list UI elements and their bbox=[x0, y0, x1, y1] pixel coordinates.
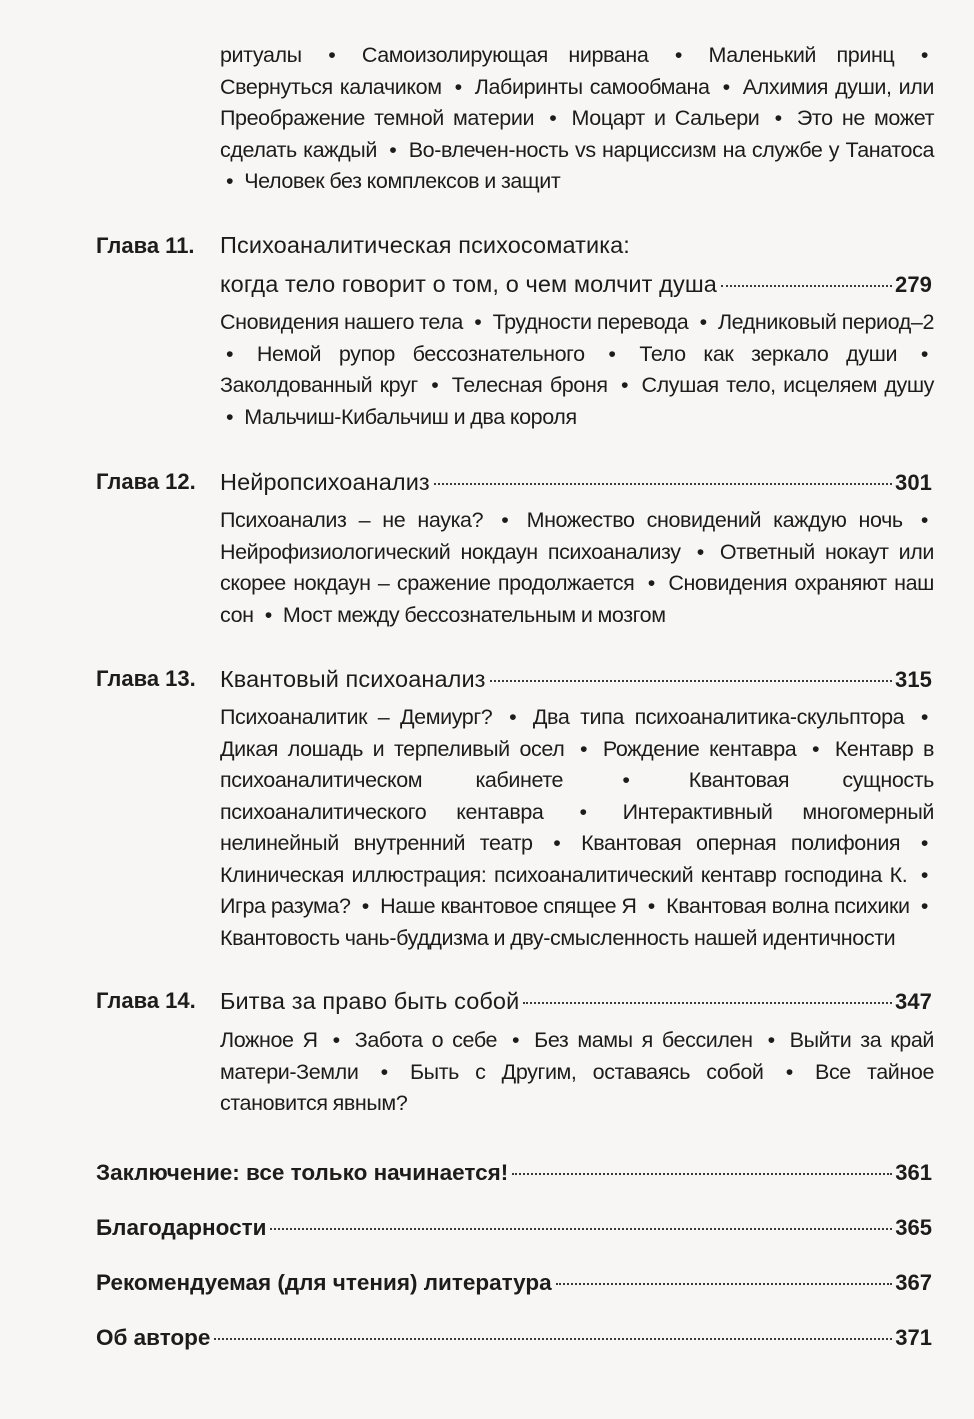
chapter-11-title-row[interactable] bbox=[220, 268, 932, 301]
topic-item: Рождение кентавра bbox=[602, 736, 797, 761]
bullet-separator: • bbox=[549, 106, 557, 130]
topic-item: Трудности перевода bbox=[492, 310, 689, 334]
topic-item: Множество сновидений каждую ночь bbox=[526, 508, 903, 532]
continued-topics bbox=[220, 40, 934, 198]
bullet-separator: • bbox=[620, 373, 629, 397]
topic-item: Квантовость чань-буддизма и дву-смысленность нашей идентичности bbox=[220, 925, 896, 950]
bullet-separator: • bbox=[389, 137, 397, 162]
chapter-14-topics bbox=[220, 1025, 934, 1120]
topic-item: Ледниковый период–2 bbox=[717, 310, 935, 334]
topic-item: Человек без комплексов и защит bbox=[244, 169, 561, 193]
topic-item: Забота о себе bbox=[354, 1028, 498, 1052]
chapter-13-title: Квантовый психоанализ bbox=[220, 666, 486, 692]
topic-item: Телесная броня bbox=[451, 373, 608, 397]
chapter-11-title-line1: Психоаналитическая психосоматика: bbox=[220, 232, 630, 258]
leader-dots bbox=[512, 1173, 892, 1175]
chapter-11-page: 279 bbox=[894, 272, 932, 297]
topic-item: Интерактивный многомерный нелинейный внутренний театр bbox=[220, 799, 934, 855]
bullet-separator: • bbox=[812, 736, 820, 761]
topic-item: Квантовая сущность психоаналитического кентавра bbox=[220, 768, 934, 824]
topic-item: Мальчиш-Кибальчиш и два короля bbox=[244, 404, 577, 429]
topic-item: Психоанализ – не наука? bbox=[220, 508, 484, 532]
topic-item: Лабиринты самообмана bbox=[474, 74, 710, 99]
topic-item: Квантовая оперная полифония bbox=[581, 831, 901, 855]
bullet-separator: • bbox=[622, 768, 630, 792]
topic-item: Самоизолирующая нирвана bbox=[361, 43, 649, 67]
leader-dots bbox=[490, 680, 892, 682]
topic-item: Клиническая иллюстрация: психоаналитический кентавр господина К. bbox=[220, 862, 908, 887]
chapter-13-page: 315 bbox=[894, 667, 932, 692]
chapter-12-title-row[interactable] bbox=[220, 466, 932, 499]
topic-item: Во-влечен-ность vs нарциссизм на службе у Танатоса bbox=[408, 137, 934, 162]
bullet-separator: • bbox=[608, 341, 616, 366]
topic-item: Без мамы я бессилен bbox=[534, 1028, 753, 1052]
topic-item: Немой рупор бессознательного bbox=[256, 341, 585, 366]
bullet-separator: • bbox=[920, 43, 928, 67]
topic-item: Слушая тело, исцеляем душу bbox=[641, 373, 935, 397]
bullet-separator: • bbox=[920, 862, 929, 887]
chapter-14-page: 347 bbox=[894, 989, 932, 1014]
chapter-11-title-line2: когда тело говорит о том, о чем молчит душа bbox=[220, 271, 717, 297]
chapter-13-title-row[interactable] bbox=[220, 663, 932, 696]
bullet-separator: • bbox=[332, 1028, 340, 1052]
bullet-separator: • bbox=[579, 799, 587, 824]
bullet-separator: • bbox=[920, 508, 928, 532]
acknowledgements-title: Благодарности bbox=[96, 1215, 267, 1240]
topic-item: Ответный нокаут или скорее нокдаун – сражение продолжается bbox=[220, 539, 935, 595]
topic-item: Это не может сделать каждый bbox=[220, 106, 935, 162]
topic-item: Мост между бессознательным и мозгом bbox=[282, 602, 666, 627]
toc-entry-literature[interactable] bbox=[96, 1267, 932, 1299]
topic-item: Ложное Я bbox=[220, 1028, 318, 1052]
bullet-separator: • bbox=[264, 602, 272, 627]
topic-item: Заколдованный круг bbox=[220, 373, 418, 397]
bullet-separator: • bbox=[474, 310, 482, 334]
bullet-separator: • bbox=[647, 571, 655, 595]
about-author-page: 371 bbox=[895, 1325, 932, 1350]
toc-entry-acknowledgements[interactable] bbox=[96, 1212, 932, 1244]
conclusion-title: Заключение: все только начинается! bbox=[96, 1160, 509, 1185]
bullet-separator: • bbox=[674, 43, 683, 67]
chapter-12-page: 301 bbox=[894, 470, 932, 495]
leader-dots bbox=[556, 1283, 893, 1285]
chapter-13-topics bbox=[220, 702, 934, 954]
bullet-separator: • bbox=[431, 373, 439, 397]
chapter-12-label: Глава 12. bbox=[96, 469, 196, 494]
bullet-separator: • bbox=[328, 43, 336, 67]
toc-entry-about-author[interactable] bbox=[96, 1322, 932, 1354]
bullet-separator: • bbox=[647, 894, 655, 918]
chapter-13-label: Глава 13. bbox=[96, 666, 196, 691]
topic-item: Сновидения охраняют наш сон bbox=[220, 571, 935, 627]
topic-item: Моцарт и Сальери bbox=[571, 106, 760, 130]
chapter-11-topics bbox=[220, 307, 934, 433]
bullet-separator: • bbox=[454, 74, 462, 99]
leader-dots bbox=[270, 1228, 892, 1230]
toc-entry-conclusion[interactable] bbox=[96, 1157, 932, 1189]
bullet-separator: • bbox=[920, 341, 929, 366]
topic-item: Все тайное становится явным? bbox=[220, 1059, 935, 1115]
bullet-separator: • bbox=[553, 831, 561, 855]
bullet-separator: • bbox=[361, 894, 369, 918]
topic-item: Алхимия души, или Преображение темной материи bbox=[220, 74, 934, 130]
chapter-14-title-row[interactable] bbox=[220, 985, 932, 1018]
chapter-14-label: Глава 14. bbox=[96, 988, 196, 1013]
topic-item: Маленький принц bbox=[708, 43, 895, 67]
topic-item: Игра разума? bbox=[220, 894, 351, 918]
topic-item: Наше квантовое спящее Я bbox=[380, 894, 637, 918]
chapter-12-title: Нейропсихоанализ bbox=[220, 469, 430, 495]
topic-item: ритуалы bbox=[220, 43, 302, 67]
topic-item: Быть с Другим, оставаясь собой bbox=[409, 1059, 764, 1084]
bullet-separator: • bbox=[722, 74, 730, 99]
topic-item: Психоаналитик – Демиург? bbox=[220, 705, 493, 729]
leader-dots bbox=[214, 1338, 892, 1340]
leader-dots bbox=[434, 483, 892, 485]
bullet-separator: • bbox=[699, 310, 707, 334]
chapter-14-title: Битва за право быть собой bbox=[220, 988, 520, 1014]
bullet-separator: • bbox=[509, 705, 517, 729]
topic-item: Два типа психоаналитика-скульптора bbox=[532, 705, 905, 729]
chapter-11-label: Глава 11. bbox=[96, 233, 195, 258]
topic-item: Тело как зеркало души bbox=[639, 341, 898, 366]
bullet-separator: • bbox=[226, 341, 234, 366]
bullet-separator: • bbox=[501, 508, 509, 532]
topic-item: Кентавр в психоаналитическом кабинете bbox=[220, 736, 934, 792]
bullet-separator: • bbox=[920, 831, 928, 855]
bullet-separator: • bbox=[380, 1059, 388, 1084]
topic-item: Выйти за край матери-Земли bbox=[220, 1028, 934, 1084]
acknowledgements-page: 365 bbox=[895, 1215, 932, 1240]
bullet-separator: • bbox=[920, 894, 929, 918]
chapter-12-topics bbox=[220, 505, 934, 631]
bullet-separator: • bbox=[920, 705, 929, 729]
bullet-separator: • bbox=[226, 169, 234, 193]
bullet-separator: • bbox=[580, 736, 588, 761]
leader-dots bbox=[721, 285, 892, 287]
literature-page: 367 bbox=[895, 1270, 932, 1295]
leader-dots bbox=[523, 1002, 892, 1004]
literature-title: Рекомендуемая (для чтения) литература bbox=[96, 1270, 552, 1295]
topic-item: Квантовая волна психики bbox=[666, 894, 910, 918]
bullet-separator: • bbox=[226, 404, 234, 429]
topic-item: Сновидения нашего тела bbox=[220, 310, 463, 334]
conclusion-page: 361 bbox=[895, 1160, 932, 1185]
topic-item: Свернуться калачиком bbox=[220, 74, 442, 99]
topic-item: Дикая лошадь и терпеливый осел bbox=[220, 736, 565, 761]
bullet-separator: • bbox=[785, 1059, 793, 1084]
bullet-separator: • bbox=[774, 106, 782, 130]
bullet-separator: • bbox=[512, 1028, 520, 1052]
about-author-title: Об авторе bbox=[96, 1325, 211, 1350]
topic-item: Нейрофизиологический нокдаун психоанализу bbox=[220, 539, 681, 564]
bullet-separator: • bbox=[767, 1028, 775, 1052]
bullet-separator: • bbox=[696, 539, 704, 564]
